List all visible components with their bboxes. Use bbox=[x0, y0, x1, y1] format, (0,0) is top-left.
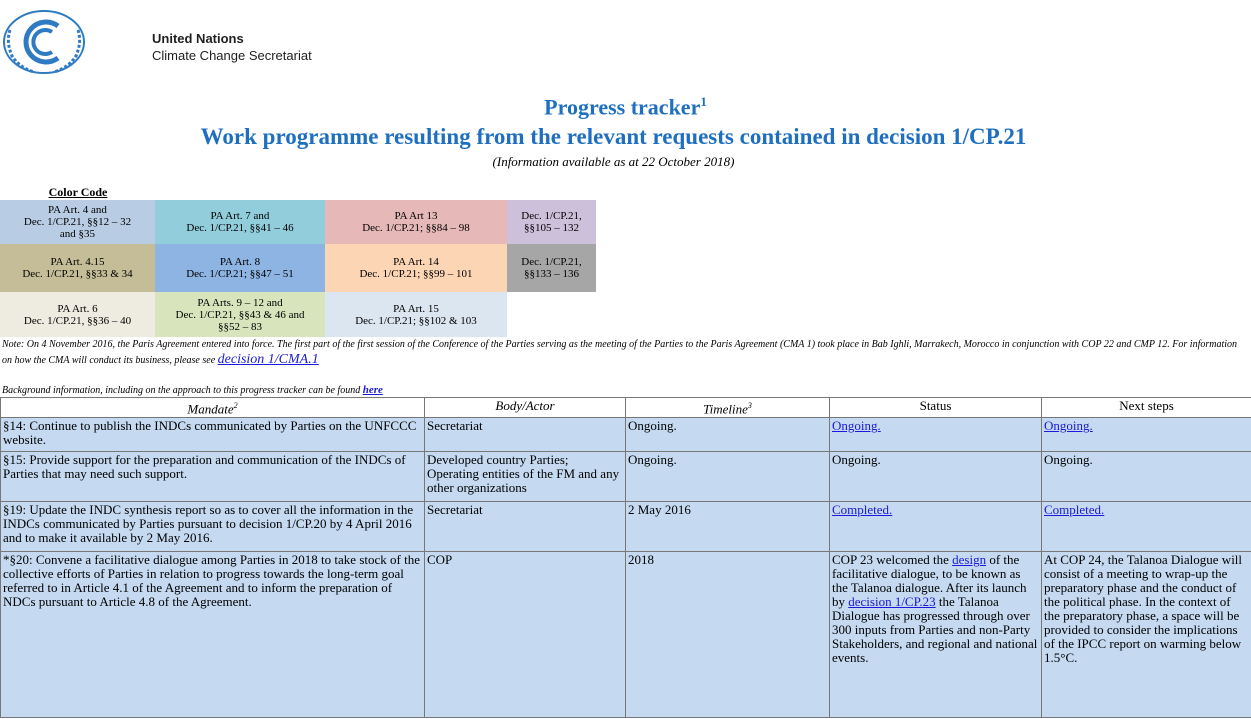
color-code-heading: Color Code bbox=[48, 185, 108, 199]
status-text: of the facilitative dialogue, to be known as the Talanoa dialogue. After its launch by bbox=[832, 552, 1027, 610]
col-header-mandate-text: Mandate bbox=[187, 401, 234, 417]
color-code-cell: PA Art. 14 Dec. 1/CP.21; §§99 – 101 bbox=[325, 244, 507, 292]
status-text: COP 23 welcomed the bbox=[832, 552, 953, 568]
body-cell: Secretariat bbox=[425, 418, 626, 452]
col-header-timeline-text: Timeline bbox=[703, 401, 748, 417]
next-steps-cell: Ongoing. bbox=[1042, 452, 1251, 502]
background-info bbox=[2, 383, 602, 398]
color-code-cell: PA Art. 6 Dec. 1/CP.21, §§36 – 40 bbox=[0, 292, 155, 337]
table-row bbox=[1, 452, 1251, 502]
timeline-cell: 2 May 2016 bbox=[626, 502, 830, 552]
status-cell bbox=[830, 418, 1042, 452]
body-cell: Developed country Parties; Operating entities of the FM and any other organizations bbox=[425, 452, 626, 502]
color-code-cell: PA Art. 15 Dec. 1/CP.21; §§102 & 103 bbox=[325, 292, 507, 337]
col-header-mandate bbox=[1, 398, 425, 418]
next-steps-cell bbox=[1042, 418, 1251, 452]
un-climate-change-emblem-icon bbox=[2, 8, 86, 76]
col-header-next-steps: Next steps bbox=[1042, 398, 1251, 418]
background-here-link[interactable]: here bbox=[362, 384, 383, 396]
color-code-cell: Dec. 1/CP.21, §§133 – 136 bbox=[507, 244, 596, 292]
col-header-timeline bbox=[626, 398, 830, 418]
timeline-footnote-marker: 3 bbox=[747, 401, 752, 410]
col-header-status: Status bbox=[830, 398, 1042, 418]
mandate-cell: *§20: Convene a facilitative dialogue among Parties in 2018 to take stock of the collective efforts of Parties in relation to progress towards the long-term goal referred to in Article 4.1 of the Agreement and to inform the preparation of NDCs pursuant to Article 4.8 of the Agreement. bbox=[1, 552, 425, 718]
table-header-row bbox=[1, 398, 1251, 418]
decision-1-cp-23-link[interactable]: decision 1/CP.23 bbox=[848, 594, 936, 610]
org-name-line1: United Nations bbox=[152, 31, 244, 46]
color-code-cell: PA Art. 4.15 Dec. 1/CP.21, §§33 & 34 bbox=[0, 244, 155, 292]
table-row bbox=[1, 502, 1251, 552]
status-link[interactable]: Completed. bbox=[832, 502, 893, 518]
title-footnote-marker: 1 bbox=[700, 94, 707, 109]
mandate-cell: §14: Continue to publish the INDCs communicated by Parties on the UNFCCC website. bbox=[1, 418, 425, 452]
background-info-text: Background information, including on the approach to this progress tracker can be found bbox=[2, 385, 363, 396]
page-title bbox=[0, 94, 1251, 120]
status-text: the Talanoa Dialogue has progressed through over 300 inputs from Parties and non-Party Stakeholders, and regional and national events. bbox=[832, 594, 1038, 666]
page-subtitle: Work programme resulting from the relevant requests contained in decision 1/CP.21 bbox=[200, 124, 1027, 149]
color-code-cell: PA Art. 8 Dec. 1/CP.21; §§47 – 51 bbox=[155, 244, 325, 292]
page-title-text: Progress tracker bbox=[544, 94, 701, 120]
color-code-cell: PA Art. 7 and Dec. 1/CP.21, §§41 – 46 bbox=[155, 200, 325, 244]
next-steps-cell bbox=[1042, 502, 1251, 552]
organization-name bbox=[152, 30, 312, 64]
decision-1-cma-1-link[interactable]: decision 1/CMA.1 bbox=[217, 352, 319, 367]
cma-note bbox=[2, 337, 1247, 368]
status-cell bbox=[830, 502, 1042, 552]
next-steps-link[interactable]: Ongoing. bbox=[1044, 418, 1093, 434]
table-row bbox=[1, 552, 1251, 718]
cma-note-text: Note: On 4 November 2016, the Paris Agreement entered into force. The first part of the first session of the Conference of the Parties serving as the meeting of the Parties to the Paris Agreement (CMA 1) took place in Bab Ighli, Marrakech, Morocco in conjunction with COP 22 and CMP 12. For information on how the CMA will conduct its business, please see bbox=[2, 339, 1238, 366]
status-cell bbox=[830, 552, 1042, 718]
next-steps-link[interactable]: Completed. bbox=[1044, 502, 1105, 518]
progress-table bbox=[0, 397, 1251, 718]
color-code-cell: PA Art. 4 and Dec. 1/CP.21, §§12 – 32 and §35 bbox=[0, 200, 155, 244]
info-date: (Information available as at 22 October 2018) bbox=[492, 154, 735, 169]
next-steps-cell: At COP 24, the Talanoa Dialogue will consist of a meeting to wrap-up the preparatory phase and the conduct of the political phase. In the context of the preparatory phase, a space will be provided to consider the implications of the IPCC report on warming below 1.5°C. bbox=[1042, 552, 1251, 718]
timeline-cell: 2018 bbox=[626, 552, 830, 718]
design-link[interactable]: design bbox=[952, 552, 987, 568]
color-code-cell: PA Arts. 9 – 12 and Dec. 1/CP.21, §§43 & 46 and §§52 – 83 bbox=[155, 292, 325, 337]
body-cell: COP bbox=[425, 552, 626, 718]
mandate-footnote-marker: 2 bbox=[233, 401, 238, 410]
col-header-body: Body/Actor bbox=[425, 398, 626, 418]
color-code-cell: Dec. 1/CP.21, §§105 – 132 bbox=[507, 200, 596, 244]
mandate-cell: §19: Update the INDC synthesis report so as to cover all the information in the INDCs communicated by Parties pursuant to decision 1/CP.20 by 4 April 2016 and to make it available by 2 May 2016. bbox=[1, 502, 425, 552]
mandate-cell: §15: Provide support for the preparation and communication of the INDCs of Parties that may need such support. bbox=[1, 452, 425, 502]
status-cell: Ongoing. bbox=[830, 452, 1042, 502]
org-name-line2: Climate Change Secretariat bbox=[152, 48, 312, 63]
timeline-cell: Ongoing. bbox=[626, 452, 830, 502]
body-cell: Secretariat bbox=[425, 502, 626, 552]
timeline-cell: Ongoing. bbox=[626, 418, 830, 452]
table-row bbox=[1, 418, 1251, 452]
status-link[interactable]: Ongoing. bbox=[832, 418, 881, 434]
color-code-cell: PA Art 13 Dec. 1/CP.21; §§84 – 98 bbox=[325, 200, 507, 244]
